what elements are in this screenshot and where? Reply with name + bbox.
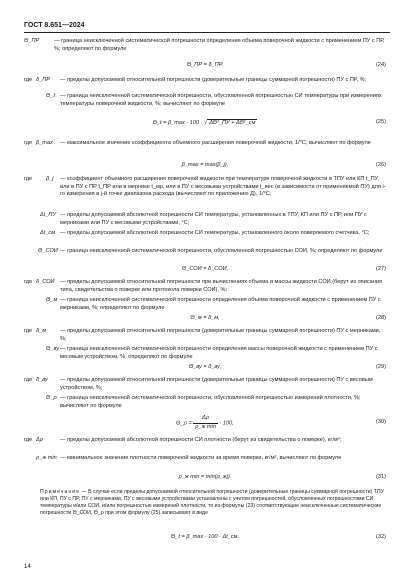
formula: ρ_ж min = min(ρ_жj).: [178, 474, 232, 480]
symbol: Θ_ву: [46, 346, 59, 352]
equation-25: [24, 119, 386, 133]
equation-28: [24, 315, 386, 325]
equation-number: (24): [376, 62, 386, 68]
symbol: δ_СОИ: [36, 279, 55, 285]
fraction-numerator: Δρ: [193, 415, 218, 424]
definition-text: — коэффициент объемного расширения поверочной жидкости при температуре поверочной жидкости в ТПУ или КП t_ПУ, или в ПУ с ПР t_ПР или в мернике t_мр, или в ПУ с весовыми устройствами t_вес (в зависимости от применяемой ПУ) для i-го измерения в j-й точке диапазона расхода (вычисляют по приложению Д), 1/°С;: [60, 176, 386, 198]
symbol: Θ_СОИ: [38, 248, 58, 254]
formula: [24, 119, 386, 128]
definition-text: — граница неисключенной систематической погрешности определения массы поверочной жидкости с применением ПУ с весовым устройством, %; определяют по формуле: [60, 346, 378, 360]
equation-30: [24, 415, 386, 433]
formula-left: Θ_t = β_max · 100 ·: [152, 120, 203, 126]
formula-left: Θ_ρ =: [176, 420, 192, 427]
equation-number: (25): [376, 119, 386, 125]
equation-26: [24, 162, 386, 172]
definition-text: — пределы допускаемой относительной погрешности (доверительные границы суммарной погрешности) ПУ с весовым устройством, %;: [60, 377, 373, 391]
formula: [24, 415, 386, 431]
formula: Θ_м = δ_м,: [190, 315, 220, 321]
where-label: где: [24, 176, 33, 182]
formula: β_max = max(β_j),: [181, 162, 229, 168]
symbol: β_max: [36, 140, 53, 146]
symbol: Δt_ПУ: [40, 212, 57, 218]
definition-text: — пределы допускаемой относительной погрешности (доверительные границы суммарной погрешности) ПУ с ПР, %;: [60, 77, 367, 83]
definition-delta-soi: [24, 279, 386, 295]
where-label: где: [24, 279, 33, 285]
where-label: где: [24, 328, 33, 334]
definition-text: — пределы допускаемой относительной погрешности при вычислениях объема и массы жидкости СОИ (берут из описания типа, свидетельства о поверке или протокола поверки СОИ), %;: [60, 279, 382, 293]
definition-delta-t-pu: [24, 212, 386, 228]
equation-24: [24, 62, 386, 72]
definition-theta-vu: [24, 346, 386, 362]
definition-delta-pr: [24, 77, 386, 93]
symbol: β_j: [46, 176, 54, 182]
equation-number: (32): [376, 534, 386, 540]
where-label: где: [24, 437, 33, 443]
definition-beta-max: [24, 140, 386, 156]
page-number: 14: [24, 563, 31, 570]
definition-beta-j: [24, 176, 386, 210]
definition-delta-vu: [24, 377, 386, 393]
symbol: Θ_м: [46, 297, 58, 303]
equation-29: [24, 364, 386, 374]
where-label: где: [24, 77, 33, 83]
definition-delta-rho: [24, 437, 386, 453]
formula: Θ_ву = δ_ву,: [188, 364, 222, 370]
definition-rho-min: [24, 455, 386, 471]
formula: Θ_ПР = δ_ПР.: [186, 62, 224, 68]
root-sign: √: [204, 120, 208, 126]
note-text: — В случае если пределы допускаемой относительной погрешности (доверительные границы суммарной погрешности) ТПУ или КП, ПУ с ПР, ПУ с мерниками, ПУ с весовыми устройствами установлены с учетом погрешностей, обусловленных погрешностями СИ температуры и/или СОИ, и/или погрешностью измерений плотности, то из формулы (23) соответствующие неисключенные систематические погрешности Θ_СОИ, Θ_ρ при этом формулу (25) записывают в виде: [40, 489, 384, 517]
equation-number: (31): [376, 474, 386, 480]
definition-text: — пределы допускаемой абсолютной погрешности СИ плотности (берут из свидетельства о поверке), кг/м³;: [60, 437, 342, 443]
definition-text: — пределы допускаемой абсолютной погрешности СИ температуры, установленного около поверяемого счетчика, °С;: [60, 230, 370, 236]
formula-right: · 100,: [219, 420, 234, 427]
symbol: Θ_t: [46, 93, 56, 99]
definition-text: — граница неисключенной систематической погрешности, обусловленной погрешностью измерений плотности, %; вычисляют по формуле: [60, 395, 361, 409]
definition-theta-t: [24, 93, 386, 117]
definition-theta-rho: [24, 395, 386, 411]
definition-text: — граница неисключенной систематической погрешности определения объема поверочной жидкости с применением ПУ с ПР, %; определяют по формуле: [54, 38, 385, 52]
definition-theta-pr: [24, 38, 386, 62]
formula: Θ_t = β_max · 100 · Δt_см.: [170, 534, 240, 540]
definition-text: — граница неисключенной систематической погрешности, обусловленной погрешностью СИ температуры при измерениях температуры поверочной жидкости, %; вычисляют по формуле: [60, 93, 382, 107]
definition-text: — пределы допускаемой абсолютной погрешности СИ температуры, установленных в ТПУ, КП или ПУ с ПР, или ПУ с мерниками или ПУ с весовыми устройствами, °С;: [60, 212, 367, 226]
symbol: ρ_ж min: [36, 455, 57, 461]
formula-root: ΔΘ²_ПУ + ΔΘ²_см: [209, 120, 256, 126]
equation-27: [24, 266, 386, 276]
symbol: Θ_ПР: [24, 38, 40, 44]
symbol: δ_ПР: [36, 77, 51, 83]
definition-theta-m: [24, 297, 386, 313]
fraction: [193, 415, 218, 431]
definition-text: — пределы допускаемой относительной погрешности (доверительные границы суммарной погрешности) ПУ с мерниками, %;: [60, 328, 381, 342]
symbol: Δρ: [36, 437, 43, 443]
equation-31: [24, 474, 386, 484]
where-label: где: [24, 140, 33, 146]
formula: Θ_СОИ = δ_СОИ,: [181, 266, 229, 272]
definition-delta-t-sm: [24, 230, 386, 246]
equation-number: (28): [376, 315, 386, 321]
symbol: Δt_см: [40, 230, 56, 236]
equation-number: (26): [376, 162, 386, 168]
equation-32: [24, 534, 386, 544]
note-heading: Примечание: [40, 489, 81, 495]
symbol: Θ_ρ: [46, 395, 57, 401]
equation-number: (29): [376, 364, 386, 370]
symbol: δ_ву: [36, 377, 48, 383]
definition-text: — граница неисключенной систематической погрешности, обусловленной погрешностью СОИ, %; определяют по формуле: [60, 248, 383, 254]
definition-text: — минимальное значение плотности поверочной жидкости за время поверки, кг/м³, вычисляют по формуле: [60, 455, 342, 461]
where-label: где: [24, 377, 33, 383]
definition-text: — граница неисключенной систематической погрешности определения объема поверочной жидкости с применением ПУ с мерниками, %; определяют по формуле: [60, 297, 381, 311]
definition-theta-soi: [24, 248, 386, 264]
definition-delta-m: [24, 328, 386, 344]
fraction-denominator: ρ_ж min: [195, 423, 216, 430]
page-header: ГОСТ 8.651—2024: [24, 21, 390, 33]
equation-number: (30): [376, 419, 386, 425]
equation-number: (27): [376, 266, 386, 272]
note: [40, 489, 386, 529]
definition-text: — максимальное значение коэффициента объемного расширения поверочной жидкости, 1/°С; вычисляют по формуле: [60, 140, 371, 146]
symbol: δ_м: [36, 328, 47, 334]
